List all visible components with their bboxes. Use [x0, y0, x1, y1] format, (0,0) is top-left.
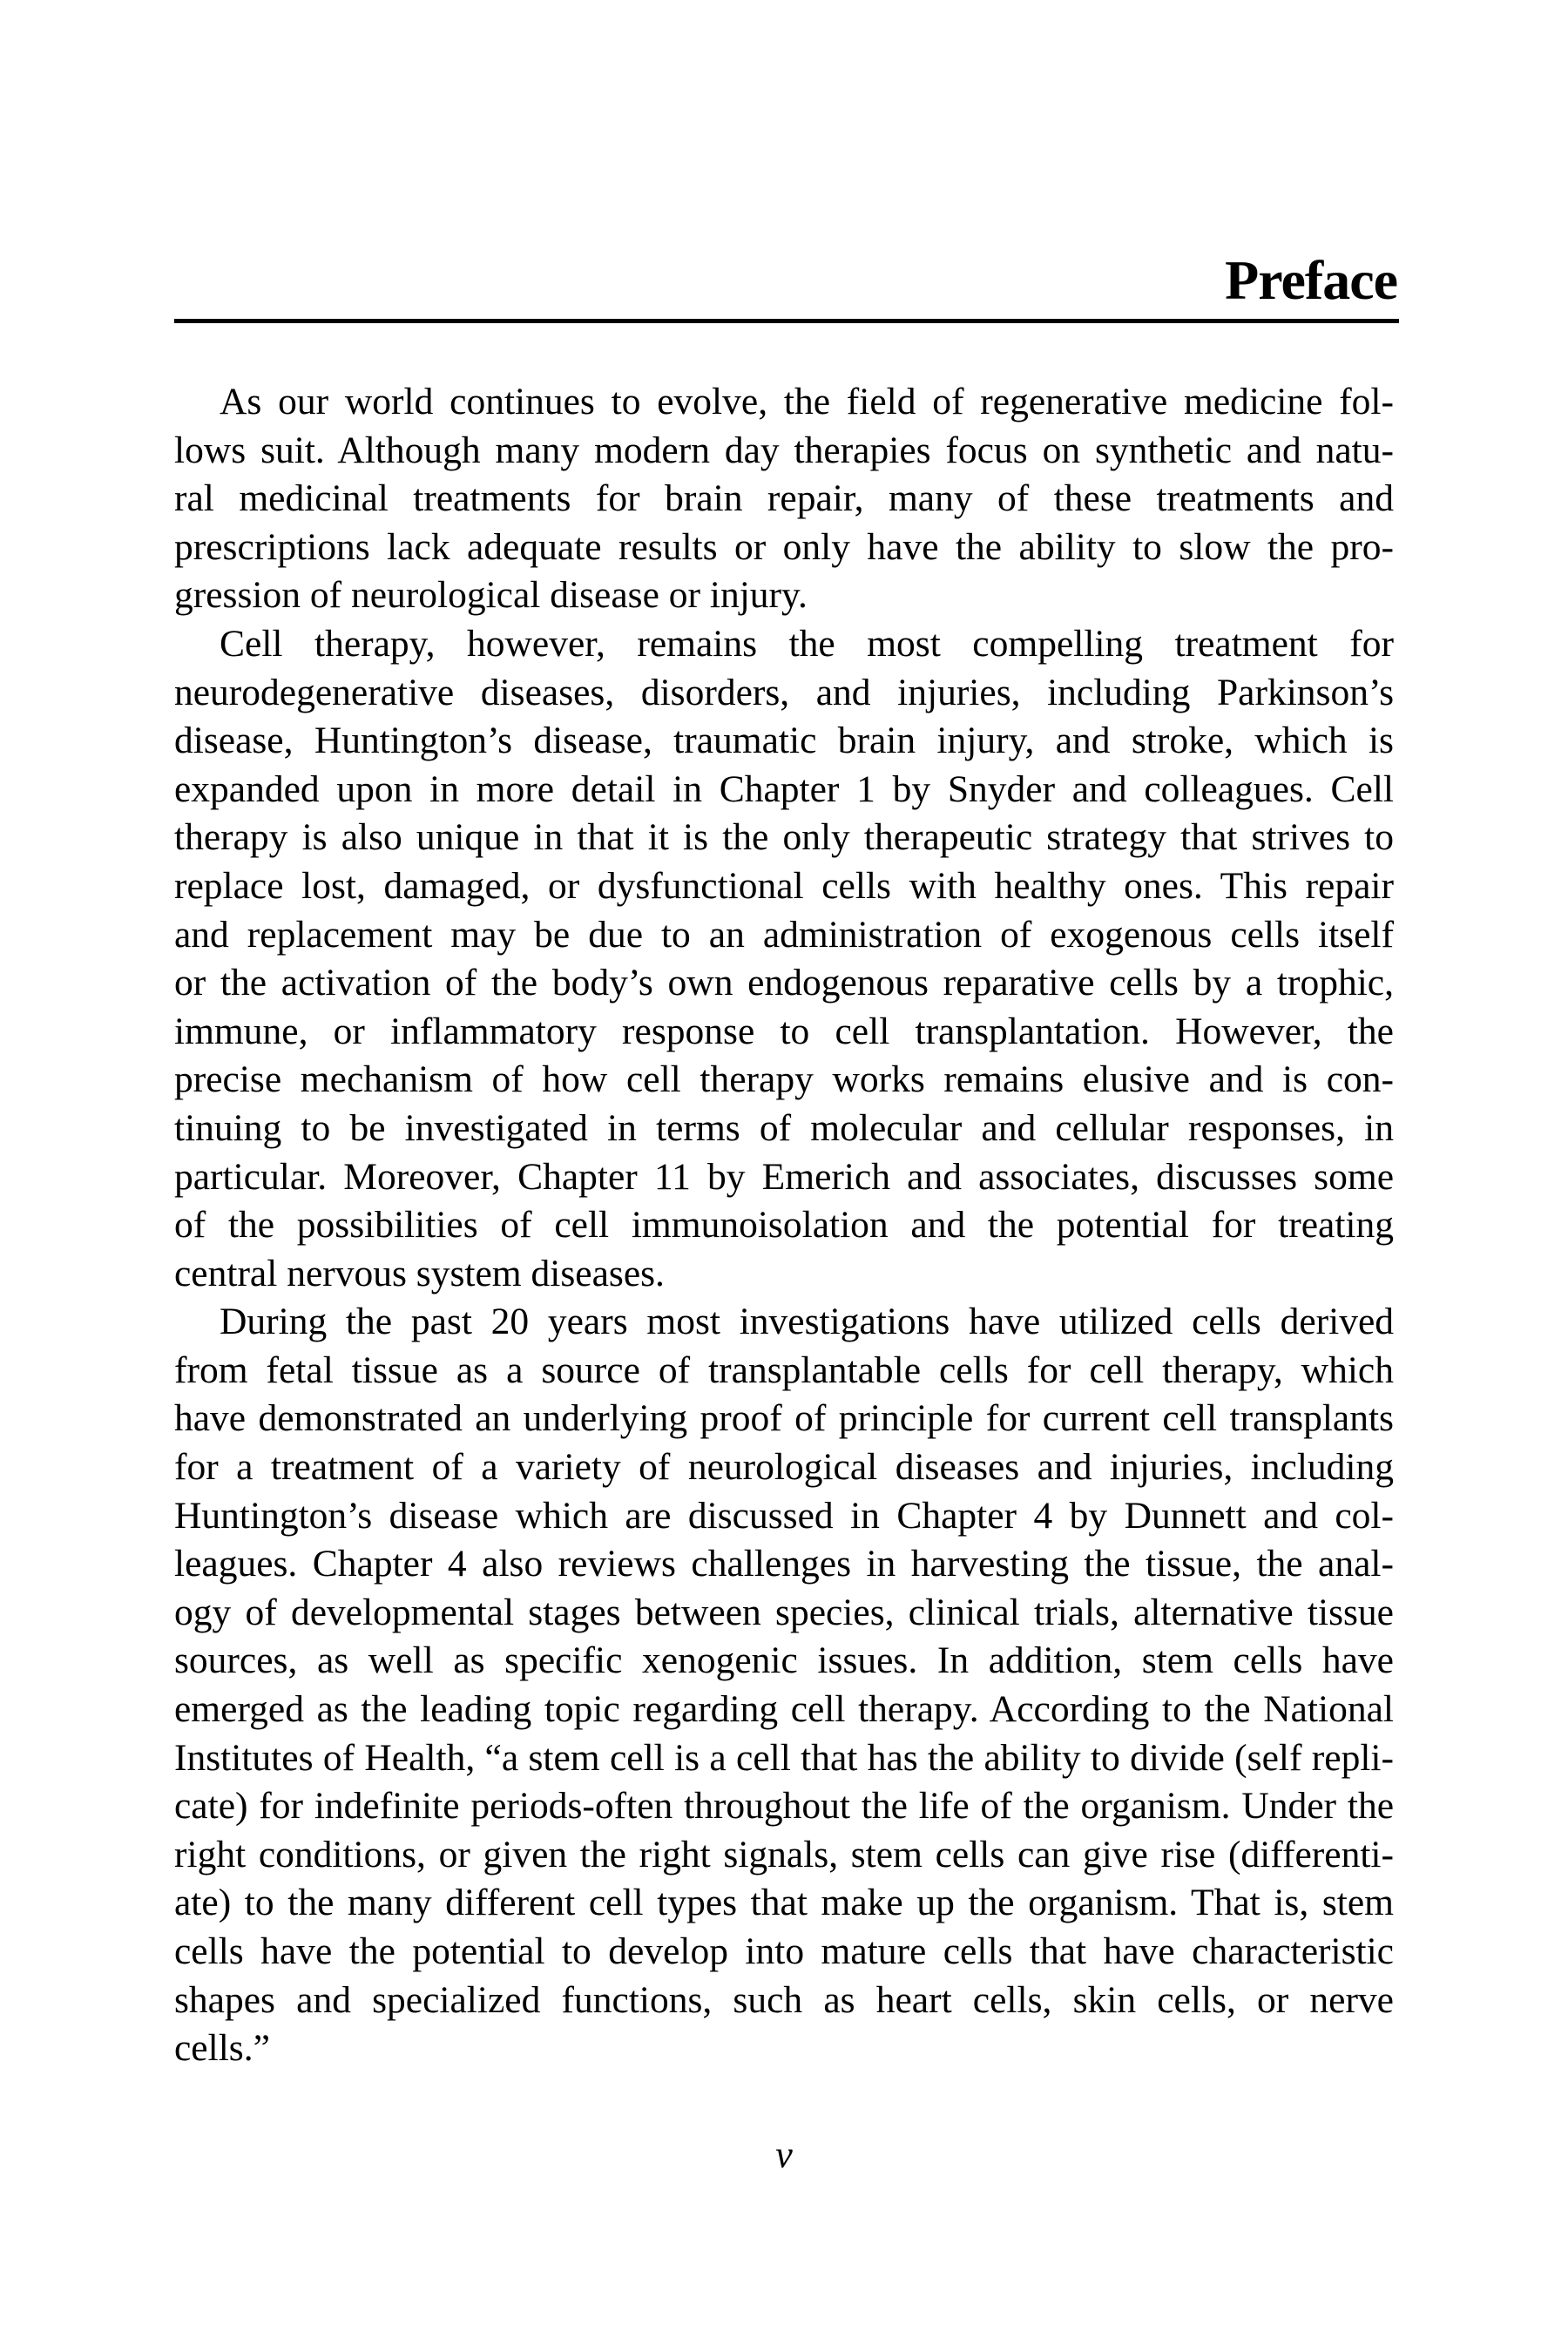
- text-line: sources, as well as specific xenogenic issues. In addition, stem cells have: [174, 1639, 1394, 1682]
- text-line: Cell therapy, however, remains the most compelling treatment for: [220, 622, 1394, 665]
- text-line: for a treatment of a variety of neurological diseases and injuries, including: [174, 1446, 1394, 1489]
- text-line: emerged as the leading topic regarding cell therapy. According to the National: [174, 1688, 1394, 1731]
- text-line: particular. Moreover, Chapter 11 by Emerich and associates, discusses some: [174, 1155, 1394, 1198]
- text-line: disease, Huntington’s disease, traumatic brain injury, and stroke, which is: [174, 720, 1394, 762]
- text-line: tinuing to be investigated in terms of molecular and cellular responses, in: [174, 1106, 1394, 1149]
- text-line: Institutes of Health, “a stem cell is a cell that has the ability to divide (self repli-: [174, 1736, 1394, 1779]
- paragraph: [174, 378, 1394, 620]
- paragraph: [174, 1298, 1394, 2073]
- text-line: cells.”: [174, 2027, 270, 2070]
- text-line: ate) to the many different cell types that make up the organism. That is, stem: [174, 1882, 1394, 1924]
- text-line: right conditions, or given the right signals, stem cells can give rise (differenti-: [174, 1833, 1394, 1876]
- text-line: cells have the potential to develop into mature cells that have characteristic: [174, 1930, 1394, 1972]
- text-line: ogy of developmental stages between species, clinical trials, alternative tissue: [174, 1591, 1394, 1633]
- text-line: precise mechanism of how cell therapy works remains elusive and is con-: [174, 1058, 1394, 1101]
- text-line: gression of neurological disease or injury.: [174, 574, 808, 617]
- text-line: and replacement may be due to an administration of exogenous cells itself: [174, 913, 1394, 956]
- text-line: neurodegenerative diseases, disorders, and injuries, including Parkinson’s: [174, 671, 1394, 713]
- text-line: or the activation of the body’s own endogenous reparative cells by a trophic,: [174, 962, 1394, 1004]
- text-line: leagues. Chapter 4 also reviews challenges in harvesting the tissue, the anal-: [174, 1543, 1394, 1585]
- paragraph: [174, 620, 1394, 1298]
- body-text: [174, 378, 1394, 2073]
- text-line: ral medicinal treatments for brain repair, many of these treatments and: [174, 477, 1394, 520]
- text-line: of the possibilities of cell immunoisolation and the potential for treating: [174, 1204, 1394, 1247]
- text-line: therapy is also unique in that it is the only therapeutic strategy that strives to: [174, 816, 1394, 859]
- text-line: Huntington’s disease which are discussed in Chapter 4 by Dunnett and col-: [174, 1494, 1394, 1537]
- text-line: replace lost, damaged, or dysfunctional cells with healthy ones. This repair: [174, 864, 1394, 907]
- text-line: central nervous system diseases.: [174, 1252, 665, 1294]
- text-line: During the past 20 years most investigations have utilized cells derived: [220, 1301, 1394, 1343]
- page-number: v: [775, 2133, 793, 2176]
- text-line: As our world continues to evolve, the field of regenerative medicine fol-: [220, 381, 1394, 422]
- text-line: lows suit. Although many modern day therapies focus on synthetic and natu-: [174, 429, 1394, 471]
- text-line: shapes and specialized functions, such as heart cells, skin cells, or nerve: [174, 1978, 1394, 2021]
- page-title: Preface: [1225, 249, 1397, 311]
- text-line: cate) for indefinite periods-often throughout the life of the organism. Under the: [174, 1785, 1394, 1828]
- text-line: prescriptions lack adequate results or only have the ability to slow the pro-: [174, 525, 1394, 568]
- text-line: from fetal tissue as a source of transplantable cells for cell therapy, which: [174, 1348, 1394, 1391]
- title-rule: [174, 319, 1399, 323]
- text-line: immune, or inflammatory response to cell transplantation. However, the: [174, 1010, 1394, 1052]
- text-line: have demonstrated an underlying proof of principle for current cell transplants: [174, 1397, 1394, 1440]
- text-line: expanded upon in more detail in Chapter 1 by Snyder and colleagues. Cell: [174, 767, 1394, 810]
